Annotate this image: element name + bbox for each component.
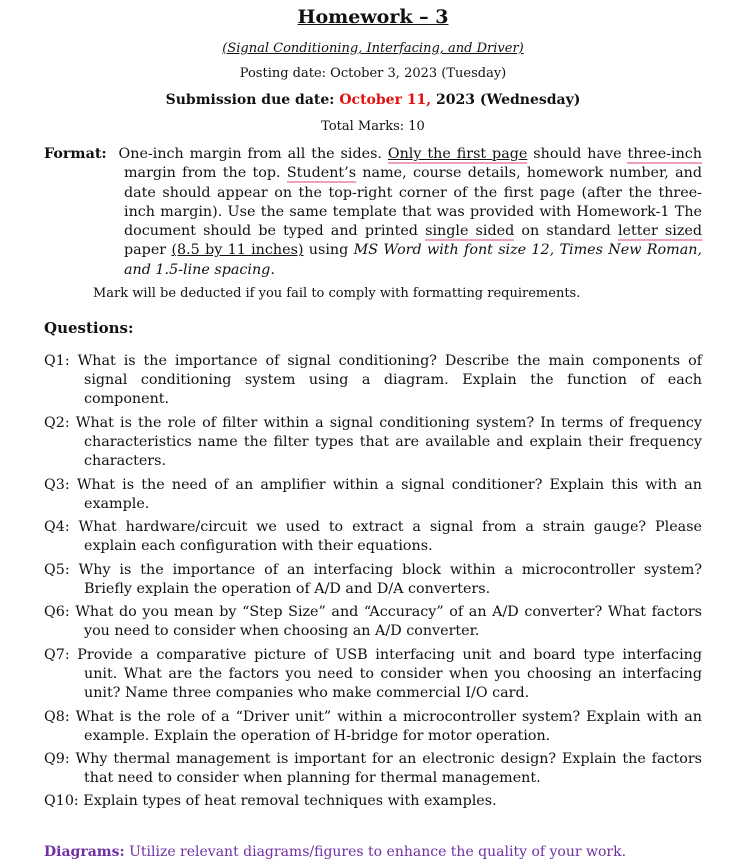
question-2: Q2: What is the role of filter within a signal conditioning system? In terms of frequency characteristics name the filter types that are available and explain their frequency characters. <box>44 415 702 470</box>
format-label: Format: <box>44 146 107 162</box>
homework-subtitle: (Signal Conditioning, Interfacing, and Driver) <box>222 41 524 56</box>
question-9: Q9: Why thermal management is important for an electronic design? Explain the factors that need to consider when planning for thermal management. <box>44 751 702 787</box>
question-7: Q7: Provide a comparative picture of USB interfacing unit and board type interfacing unit. What are the factors you need to consider when you choosing an interfacing unit? Name three companies who make commercial I/O card. <box>44 647 702 702</box>
homework-title: Homework – 3 <box>297 6 449 28</box>
diagrams-text: Utilize relevant diagrams/figures to enhance the quality of your work. <box>124 844 627 860</box>
question-5: Q5: Why is the importance of an interfacing block within a microcontroller system? Briefly explain the operation of A/D and D/A converters. <box>44 562 702 598</box>
due-label: Submission due date: <box>165 92 340 108</box>
question-3: Q3: What is the need of an amplifier within a signal conditioner? Explain this with an example. <box>44 477 702 513</box>
question-1: Q1: What is the importance of signal conditioning? Describe the main components of signal conditioning system using a diagram. Explain the function of each component. <box>44 353 702 408</box>
diagrams-note <box>44 844 626 860</box>
due-date: October 11, <box>339 92 432 108</box>
total-marks: Total Marks: 10 <box>321 119 425 134</box>
deduction-note: Mark will be deducted if you fail to comply with formatting requirements. <box>93 286 581 301</box>
diagrams-label: Diagrams: <box>44 844 125 860</box>
questions-heading: Questions: <box>44 319 134 337</box>
format-paragraph: Format: One-inch margin from all the sides. Only the first page should have three-inch margin from the top. Student’s name, course details, homework number, and date should appear on the top-right corner of the first page (after the three-inch margin). Use the same template that was provided with Homework-1 The document should be typed and printed single sided on standard letter sized paper (8.5 by 11 inches) using MS Word with font size 12, Times New Roman, and 1.5-line spacing. <box>44 146 702 278</box>
question-10: Q10: Explain types of heat removal techniques with examples. <box>44 793 497 809</box>
question-6: Q6: What do you mean by “Step Size” and “Accuracy” of an A/D converter? What factors you need to consider when choosing an A/D converter. <box>44 604 702 640</box>
due-rest: 2023 (Wednesday) <box>431 92 581 108</box>
question-4: Q4: What hardware/circuit we used to extract a signal from a strain gauge? Please explain each configuration with their equations. <box>44 519 702 555</box>
posting-date: Posting date: October 3, 2023 (Tuesday) <box>239 66 507 81</box>
question-8: Q8: What is the role of a “Driver unit” within a microcontroller system? Explain with an example. Explain the operation of H-bridge for motor operation. <box>44 709 702 745</box>
due-date-line <box>0 92 746 108</box>
